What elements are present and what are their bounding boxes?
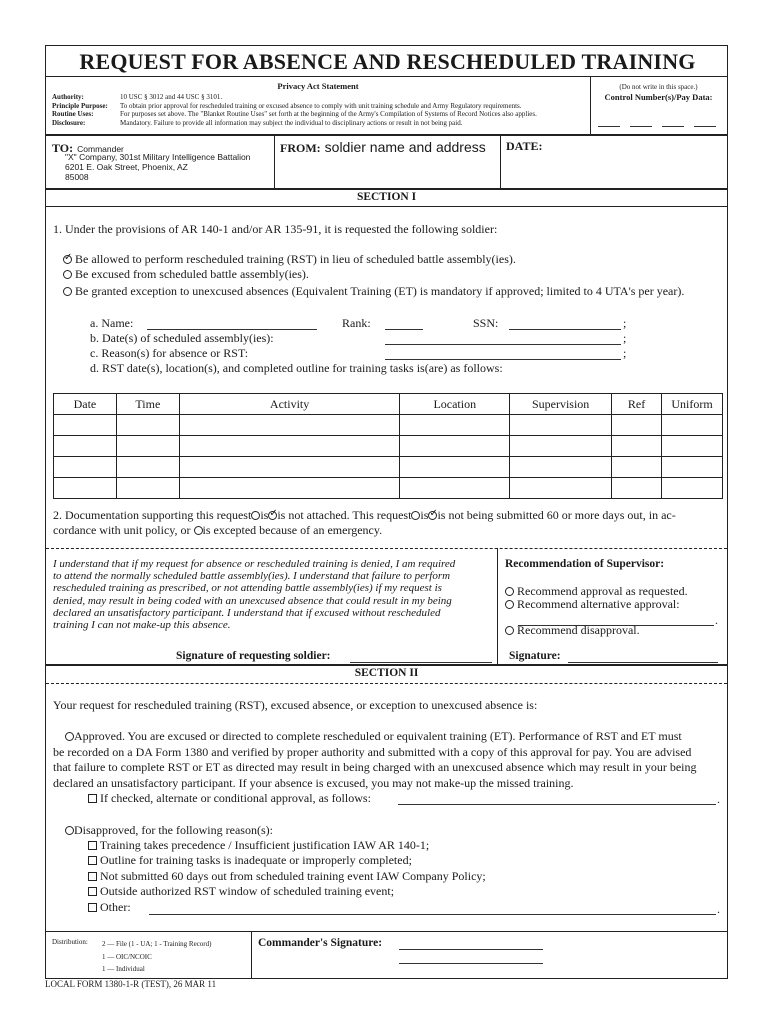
commander-signature-field[interactable]	[399, 949, 543, 950]
reason-item[interactable]: Outside authorized RST window of scheduled training event;	[88, 884, 486, 899]
ssn-label: SSN:	[473, 316, 499, 330]
column-header: Supervision	[510, 394, 612, 415]
column-header: Location	[400, 394, 510, 415]
office-note: (Do not write in this space.)	[619, 83, 698, 91]
table-row[interactable]	[54, 415, 723, 436]
dates-label: b. Date(s) of scheduled assembly(ies):	[90, 331, 274, 345]
divider	[46, 134, 727, 136]
reason-item[interactable]: Training takes precedence / Insufficient justification IAW AR 140-1;	[88, 838, 486, 853]
period: .	[715, 613, 718, 627]
control-field[interactable]	[598, 126, 620, 127]
privacy-texts: 10 USC § 3012 and 44 USC § 3101. To obtain prior approval for rescheduled training or excused absence to comply with unit training schedule and Army Regulatory requirements. For purposes set above. The "Blanket Routine Uses" set forth at the beginning of the Army's Compilation of Systems of Record Notices also applies. Mandatory. Failure to provide all information may subject the individual to disciplinary actions or result in not being paid.	[120, 93, 537, 127]
table-cell[interactable]	[612, 457, 662, 478]
dates-field[interactable]	[385, 344, 621, 345]
from-label: FROM:	[280, 141, 321, 155]
recommend-approval[interactable]: Recommend approval as requested.	[505, 584, 688, 599]
divider	[46, 206, 727, 207]
to-label: TO:	[52, 141, 74, 155]
table-row[interactable]	[54, 457, 723, 478]
table-cell[interactable]	[510, 478, 612, 499]
checkbox[interactable]	[88, 794, 97, 803]
divider	[274, 134, 275, 188]
column-header: Ref	[612, 394, 662, 415]
table-cell[interactable]	[612, 415, 662, 436]
table-cell[interactable]	[116, 478, 179, 499]
radio-button[interactable]	[194, 526, 203, 535]
checkbox[interactable]	[88, 903, 97, 912]
radio-button[interactable]	[251, 511, 260, 520]
divider	[46, 76, 727, 77]
checkbox[interactable]	[88, 856, 97, 865]
period: .	[717, 902, 720, 916]
from-field[interactable]: soldier name and address	[324, 139, 486, 155]
ssn-field[interactable]	[509, 329, 621, 330]
reason-label: c. Reason(s) for absence or RST:	[90, 346, 249, 360]
table-cell[interactable]	[510, 436, 612, 457]
column-header: Uniform	[662, 394, 723, 415]
table-cell[interactable]	[400, 457, 510, 478]
column-header: Activity	[179, 394, 400, 415]
recommend-alternative[interactable]: Recommend alternative approval:	[505, 597, 680, 612]
radio-button[interactable]	[268, 511, 277, 520]
other-field[interactable]	[149, 914, 716, 915]
table-cell[interactable]	[179, 478, 400, 499]
semicolon: ;	[623, 316, 627, 330]
documentation-statement: 2. Documentation supporting this request is✓ is not attached. This request is✓ is not being submitted 60 or more days out, in ac-	[53, 508, 676, 523]
distribution-label: Distribution:	[52, 938, 88, 946]
table-cell[interactable]	[400, 415, 510, 436]
section-1-heading: SECTION I	[356, 191, 417, 203]
table-cell[interactable]	[116, 457, 179, 478]
table-row[interactable]	[54, 436, 723, 457]
supervisor-signature-field[interactable]	[568, 662, 718, 663]
table-cell[interactable]	[54, 457, 117, 478]
name-field[interactable]	[147, 329, 317, 330]
to-line: Commander	[77, 144, 124, 154]
commander-signature-label: Commander's Signature:	[258, 937, 383, 949]
checkbox[interactable]	[88, 872, 97, 881]
soldier-signature-field[interactable]	[350, 662, 492, 663]
option-excused[interactable]: Be excused from scheduled battle assembly(ies).	[63, 267, 309, 282]
reason-item[interactable]: Other:	[88, 900, 486, 915]
disapproved-radio[interactable]	[65, 826, 74, 835]
column-header: Date	[54, 394, 117, 415]
rank-label: Rank:	[342, 316, 371, 330]
date-label: DATE:	[506, 139, 543, 153]
table-cell[interactable]	[54, 415, 117, 436]
table-cell[interactable]	[116, 415, 179, 436]
table-cell[interactable]	[510, 457, 612, 478]
table-cell[interactable]	[179, 436, 400, 457]
table-cell[interactable]	[662, 457, 723, 478]
approved-radio[interactable]	[65, 732, 74, 741]
supervisor-signature-label: Signature:	[509, 650, 561, 662]
name-label: a. Name:	[90, 316, 134, 330]
table-cell[interactable]	[400, 436, 510, 457]
semicolon: ;	[623, 331, 627, 345]
request-form	[45, 45, 728, 979]
period: .	[717, 792, 720, 806]
divider	[500, 134, 501, 188]
table-cell[interactable]	[179, 415, 400, 436]
section-2-intro: Your request for rescheduled training (RST), excused absence, or exception to unexcused absence is:	[53, 698, 538, 712]
table-row[interactable]	[54, 478, 723, 499]
radio-button[interactable]	[505, 600, 514, 609]
alternate-field[interactable]	[398, 804, 716, 805]
table-cell[interactable]	[400, 478, 510, 499]
table-cell[interactable]	[54, 436, 117, 457]
rst-table	[53, 393, 723, 499]
disapproved-line: Disapproved, for the following reason(s):	[65, 823, 273, 838]
approved-paragraph: Approved. You are excused or directed to complete rescheduled or equivalent training (ET). Performance of RST and ET must be recorded on a DA Form 1380 and verified by proper authority and submitted with a copy of this approval for pay. You are advised that failure to complete RST or ET as directed may result in being charged with an unexcused absence which may result in your being declared an unsatisfactory participant. If your absence is excused, you may not make-up the missed training.	[53, 729, 697, 790]
control-field[interactable]	[694, 126, 716, 127]
column-header: Time	[116, 394, 179, 415]
section-2-heading: SECTION II	[354, 667, 419, 679]
radio-button[interactable]	[428, 511, 437, 520]
privacy-labels: Authority: Principle Purpose: Routine Uses: Disclosure:	[52, 93, 108, 127]
table-cell[interactable]	[612, 478, 662, 499]
table-header-row	[54, 394, 723, 415]
table-cell[interactable]	[54, 478, 117, 499]
control-field[interactable]	[630, 126, 652, 127]
radio-button[interactable]	[505, 626, 514, 635]
reason-field[interactable]	[385, 359, 621, 360]
divider	[46, 683, 727, 684]
checkbox[interactable]	[88, 887, 97, 896]
divider	[46, 931, 727, 932]
rst-label: d. RST date(s), location(s), and completed outline for training tasks is(are) as follows:	[90, 361, 503, 375]
alternate-approval[interactable]: If checked, alternate or conditional approval, as follows:	[88, 791, 371, 806]
rank-field[interactable]	[385, 329, 423, 330]
radio-button[interactable]	[63, 270, 72, 279]
documentation-statement-cont: cordance with unit policy, or is excepted because of an emergency.	[53, 523, 383, 537]
reason-item[interactable]: Not submitted 60 days out from scheduled training event IAW Company Policy;	[88, 869, 486, 884]
soldier-signature-label: Signature of requesting soldier:	[176, 650, 331, 662]
control-number-label: Control Number(s)/Pay Data:	[604, 92, 713, 102]
table-cell[interactable]	[179, 457, 400, 478]
section-1-intro: 1. Under the provisions of AR 140-1 and/or AR 135-91, it is requested the following soldier:	[53, 222, 498, 236]
acknowledgement: I understand that if my request for absence or rescheduled training is denied, I am required to attend the normally scheduled battle assembly(ies). I understand that failure to perform rescheduled training as prescribed, or not attending battle assembly(ies) if my request is denied, may result in being coded with an unexcused absence that could result in my being declared an unsatisfactory participant. I understand that if excused without rescheduled training I can not make-up this absence.	[53, 558, 456, 632]
commander-signature-field[interactable]	[399, 963, 543, 964]
disapproval-reasons	[88, 838, 486, 915]
from-block	[280, 139, 486, 157]
semicolon: ;	[623, 346, 627, 360]
divider	[251, 931, 252, 979]
table-cell[interactable]	[116, 436, 179, 457]
control-field[interactable]	[662, 126, 684, 127]
form-identifier: LOCAL FORM 1380-1-R (TEST), 26 MAR 11	[45, 979, 217, 989]
radio-button[interactable]	[505, 587, 514, 596]
table-cell[interactable]	[612, 436, 662, 457]
radio-button[interactable]	[63, 287, 72, 296]
supervisor-heading: Recommendation of Supervisor:	[505, 558, 665, 570]
divider	[497, 548, 498, 664]
divider	[46, 664, 727, 666]
table-cell[interactable]	[662, 436, 723, 457]
checkbox[interactable]	[88, 841, 97, 850]
form-title: REQUEST FOR ABSENCE AND RESCHEDULED TRAINING	[79, 49, 696, 74]
table-cell[interactable]	[510, 415, 612, 436]
privacy-heading: Privacy Act Statement	[277, 81, 359, 91]
radio-button[interactable]	[63, 255, 72, 264]
divider	[46, 548, 727, 549]
to-address: "X" Company, 301st Military Intelligence Battalion 6201 E. Oak Street, Phoenix, AZ 85008	[65, 152, 251, 182]
option-rst[interactable]: ✓ Be allowed to perform rescheduled training (RST) in lieu of scheduled battle assembly(ies).	[63, 252, 516, 267]
table-cell[interactable]	[662, 415, 723, 436]
table-cell[interactable]	[662, 478, 723, 499]
distribution-list: 2 — File (1 - UA; 1 - Training Record) 1 — OIC/NCOIC 1 — Individual	[102, 940, 212, 973]
reason-item[interactable]: Outline for training tasks is inadequate or improperly completed;	[88, 853, 486, 868]
option-exception[interactable]: Be granted exception to unexcused absences (Equivalent Training (ET) is mandatory if approved; limited to 4 UTA's per year).	[63, 284, 684, 299]
divider	[46, 188, 727, 190]
recommend-disapproval[interactable]: Recommend disapproval.	[505, 623, 640, 638]
